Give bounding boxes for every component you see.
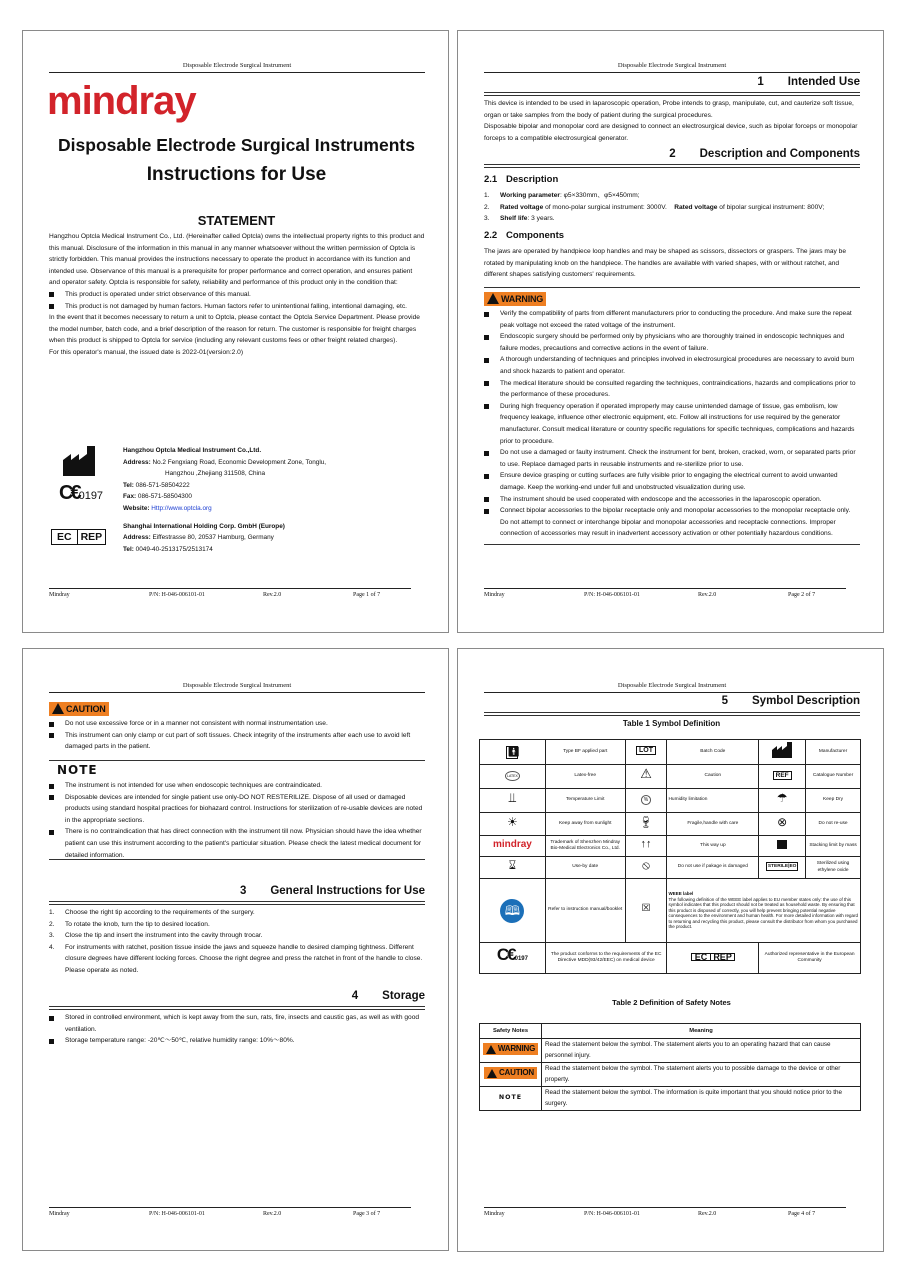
section-title: General Instructions for Use [270, 885, 425, 897]
storage-list [49, 1012, 425, 1047]
mindray-text: mindray [492, 838, 532, 850]
page-number: Page 1 of 7 [353, 592, 381, 598]
symbol-label: Temperature Limit [545, 789, 625, 813]
section-number: 3 [239, 885, 247, 897]
symbol-label: The product conforms to the requirements of the EC Directive MDD(93/42/EEC) on medical device [545, 943, 667, 974]
column-header: Meaning [542, 1024, 861, 1039]
keep-dry-icon: ☂ [759, 789, 806, 813]
eo-text: EO [789, 864, 797, 870]
table-row [480, 836, 861, 857]
section-5-heading [484, 695, 860, 707]
section-number: 2 [669, 148, 676, 160]
subsection-title: Components [506, 230, 565, 241]
description-list [484, 190, 860, 225]
double-rule [484, 164, 860, 168]
latex-text: LATEX [505, 771, 520, 781]
symbol-label: Keep Dry [806, 789, 861, 813]
rep-address: Eiffestrasse 80, 20537 Hamburg, Germany [152, 534, 274, 542]
footer-rule [49, 1207, 411, 1208]
meaning: Read the statement below the symbol. The statement alerts you to possible damage to the device or other property. [542, 1063, 861, 1087]
rep-name: Shanghai International Holding Corp. GmbH (Europe) [123, 522, 285, 530]
page-number: Page 4 of 7 [788, 1211, 816, 1217]
meaning: Read the statement below the symbol. The statement alerts you to an operating hazard that can cause personnel injury. [542, 1039, 861, 1063]
ref-icon [759, 765, 806, 789]
humidity-icon: % [625, 789, 667, 813]
item-label: Rated voltage [674, 203, 718, 211]
issue-date: For this operator's manual, the issued date is 2022-01(version:2.0) [49, 348, 244, 356]
list-item: Ensure device grasping or cutting surfaces are fully visible prior to engaging the electrical current to avoid unwanted damage. Keep the working-end under full and unobstructed visualization during use. [484, 470, 860, 493]
caution-badge [484, 1067, 537, 1079]
subsection-2-2-heading [484, 230, 860, 241]
section-title: Storage [382, 990, 425, 1002]
symbol-label: Use-by date [545, 857, 625, 879]
subsection-2-1-heading [484, 174, 860, 185]
table-row [480, 789, 861, 813]
hourglass-icon: ⌛︎ [480, 857, 546, 879]
footer-rule [484, 588, 846, 589]
stacking-limit-icon [759, 836, 806, 857]
rule [49, 859, 425, 860]
label: Tel: [123, 545, 134, 553]
item-text: To rotate the knob, turn the tip to desired location. [65, 920, 210, 928]
footer-pn: P/N: H-046-006101-01 [584, 1211, 640, 1217]
item-label: Rated voltage [500, 203, 544, 211]
table-row [480, 1039, 861, 1063]
sunlight-icon: ☀ [480, 813, 546, 836]
footer-pn: P/N: H-046-006101-01 [149, 1211, 205, 1217]
symbol-label: Keep away from sunlight [545, 813, 625, 836]
address-line: Hangzhou ,Zhejiang 311508, China [165, 470, 266, 478]
symbol-label: Fragile,handle with care [667, 813, 759, 836]
footer-rule [49, 588, 411, 589]
footer-brand: Mindray [484, 1211, 505, 1217]
label: Website: [123, 504, 150, 512]
item-number: 3. [49, 932, 55, 940]
statement-heading: STATEMENT [197, 213, 276, 228]
section-3-heading [49, 885, 425, 897]
section-title: Description and Components [699, 148, 860, 160]
label: Address: [123, 458, 151, 466]
ce-mark-icon: C€0197 [59, 482, 104, 504]
symbol-label: Sterilized using ethylene oxide [806, 857, 861, 879]
footer-rev: Rev.2.0 [698, 1211, 717, 1217]
this-way-up-icon: ↑↑ [625, 836, 667, 857]
doc-subtitle: Instructions for Use [146, 164, 327, 185]
table-row [480, 765, 861, 789]
footer-rule [484, 1207, 846, 1208]
warning-triangle-icon [52, 703, 64, 714]
item-label: Shelf life [500, 215, 528, 223]
column-header: Safety Notes [480, 1024, 542, 1039]
page-2 [457, 30, 884, 633]
symbol-label: Refer to instruction manual/booklet [545, 879, 625, 943]
weee-icon: ☒ [625, 879, 667, 943]
address-line: No.2 Fengxiang Road, Economic Development Zone, Tonglu, [152, 458, 327, 466]
table-header-row [480, 1024, 861, 1039]
symbol-label: Batch Code [667, 740, 759, 765]
badge-label: CAUTION [66, 703, 106, 714]
section-number: 4 [351, 990, 359, 1002]
item-text: Choose the right tip according to the requirements of the surgery. [65, 909, 255, 916]
fax: 086-571-58504300 [137, 493, 192, 501]
manufacturer-icon [759, 740, 806, 765]
statement-para: Hangzhou Optcla Medical Instrument Co., Ltd. (Hereinafter called Optcla) owns the intellectual property rights to this product and this manual. Disclosure of the information in this manual in any manner whatsoever without the written permission of Optcla is strictly forbidden. This manual provides the instructions necessary to operate the product in accordance with its function and intended use. Observance of this manual is a prerequisite for proper performance and correct operation, and ensures patient and operator safety. Optcla is responsible for safety, reliability and performance of this product only in the condition that: [49, 233, 425, 287]
list-item: The instrument is not intended for use when endoscopic techniques are contraindicated. [49, 780, 425, 792]
double-rule [49, 901, 425, 905]
fragile-icon: 🍷︎ [625, 813, 667, 836]
warning-list [484, 308, 860, 540]
note-label: NOTE [57, 763, 98, 777]
symbol-label: Authorized representative in the European Community [759, 943, 861, 974]
lot-icon [625, 740, 667, 765]
table-row [480, 1087, 861, 1111]
list-item: This instrument can only clamp or cut part of soft tissues. Check integrity of the instruments after each use to avoid left damaged parts in the patient. [49, 730, 425, 753]
list-item: This product is operated under strict observance of this manual. [49, 289, 425, 301]
label: Fax: [123, 493, 137, 501]
list-item: The instrument should be used cooperated with endoscope and the accessories in the laparoscopic operation. [484, 494, 860, 506]
warning-triangle-icon [487, 293, 499, 304]
table-row [480, 740, 861, 765]
mindray-logo-icon [480, 836, 546, 857]
mindray-logo: mindray [47, 79, 196, 123]
footer-brand: Mindray [484, 592, 505, 598]
list-item: A thorough understanding of techniques and principles involved in electrosurgical procedures are necessary to avoid burn and shock hazards to patient and operator. [484, 354, 860, 377]
page-1 [22, 30, 449, 633]
symbol-label: Trademark of Shenzhen Mindray Bio-Medical Electronics Co., Ltd. [545, 836, 625, 857]
ec-rep-icon [667, 943, 759, 974]
section-2-heading [484, 148, 860, 160]
item-number: 1. [484, 192, 490, 199]
item-number: 3. [484, 215, 490, 223]
item-text: Close the tip and insert the instrument into the cavity through trocar. [65, 932, 263, 940]
item-text: : 3 years. [527, 215, 555, 223]
section-number: 1 [757, 76, 764, 88]
warning-badge [483, 1043, 538, 1055]
paragraph: This device is intended to be used in laparoscopic operation, Probe intends to grasp, manipulate, cut, and cauterize soft tissue, organ or take samples from the body of patient during the surgical procedures. [484, 100, 854, 119]
list-item: Do not use excessive force or in a manner not consistent with normal instrumentation use. [49, 718, 425, 730]
footer-pn: P/N: H-046-006101-01 [584, 592, 640, 598]
sterile-eo-icon: STERILE|EO [759, 857, 806, 879]
item-label: Working parameter [500, 192, 560, 199]
double-rule [484, 712, 860, 716]
item-number: 1. [49, 909, 55, 916]
rule [484, 287, 860, 288]
warning-badge [484, 291, 546, 309]
symbol-label: Do not use if pakage is damaged [667, 857, 759, 879]
page-number: Page 2 of 7 [788, 592, 816, 598]
rule [484, 544, 860, 545]
components-para: The jaws are operated by handpiece loop handles and may be shaped as scissors, dissectors or graspers. The jaws may be rotated by manipulating knob on the handpiece. The handles are available with varied shapes, with or without ratchet, and different shapes satisfying customers' requirements. [484, 248, 846, 279]
table-1-title: Table 1 Symbol Definition [622, 719, 721, 728]
header-rule [49, 72, 425, 73]
table-row [480, 813, 861, 836]
rep-text: REP [713, 951, 732, 962]
item-number: 2. [49, 920, 55, 928]
table-row [480, 1063, 861, 1087]
section-number: 5 [721, 695, 728, 707]
caution-icon: ⚠︎ [625, 765, 667, 789]
badge-label: WARNING [497, 1043, 536, 1053]
header-rule [484, 692, 860, 693]
running-header: Disposable Electrode Surgical Instrument [182, 682, 292, 689]
table-row [480, 879, 861, 943]
statement-body [49, 231, 425, 359]
instructions-list [49, 907, 425, 977]
list-item: Do not use a damaged or faulty instrument. Check the instrument for bent, broken, cracked, worn, or separated parts prior to use. Replace damaged parts in reusable instruments and re-sterilize prior to use. [484, 447, 860, 470]
lot-text: LOT [636, 746, 656, 755]
item-text: of bipolar surgical instrument: 800V; [717, 203, 825, 211]
manufacturer-info [123, 445, 326, 555]
symbol-label: Caution [667, 765, 759, 789]
item-number: 4. [49, 943, 55, 951]
note-list [49, 780, 425, 861]
footer-brand: Mindray [49, 1211, 70, 1217]
tel: 086-571-58504222 [135, 481, 190, 489]
intended-use-body [484, 98, 860, 144]
section-4-heading [49, 990, 425, 1002]
weee-title: WEEE label [668, 890, 694, 896]
label: Address: [123, 534, 151, 542]
latex-free-icon [480, 765, 546, 789]
subsection-title: Description [506, 174, 559, 185]
list-item: Disposable devices are intended for single patient use only-DO NOT RESTERILIZE. Dispose of all used or damaged products using standard hospital practices for biohazard control. Instructions for sterilization of re-usable devices are noted in the appropriate sections. [49, 792, 425, 827]
list-item: Verify the compatibility of parts from different manufacturers prior to conducting the procedure. And make sure the repeat peak voltage not exceed the rated voltage of the instrument. [484, 308, 860, 331]
double-rule [49, 1006, 425, 1010]
footer-rev: Rev.2.0 [263, 1211, 282, 1217]
doc-title: Disposable Electrode Surgical Instruments [58, 135, 415, 155]
symbol-label: Humidity limitation [667, 789, 759, 813]
page-4 [457, 648, 884, 1252]
item-text: : φ5×330mm、φ5×450mm; [559, 192, 640, 199]
ce-number: 0197 [78, 490, 104, 502]
return-para: In the event that it becomes necessary to return a unit to Optcla, please contact the Optcla Service Department. Please provide the model number, batch code, and a brief description of the reason for return. The customer is responsible for freight charges when this product is shipped to Optcla for service (including any relevant customs fees or other freight related charges). [49, 314, 420, 345]
table-2-title: Table 2 Definition of Safety Notes [612, 998, 731, 1007]
symbol-label: Do not re-use [806, 813, 861, 836]
section-title: Intended Use [787, 76, 860, 88]
badge-label: WARNING [501, 293, 544, 304]
list-item: There is no contraindication that has direct connection with the instrument till now. Physician should have the idea whether patient can use this instrument according to the patient's particular situation. Please check the latest medical document for detailed information. [49, 826, 425, 861]
running-header: Disposable Electrode Surgical Instrument [182, 62, 292, 69]
ec-text: EC [52, 530, 78, 544]
ec-rep-icon [51, 529, 106, 545]
footer-rev: Rev.2.0 [698, 592, 717, 598]
page-number: Page 3 of 7 [353, 1211, 381, 1217]
list-item: Connect bipolar accessories to the bipolar receptacle only and monopolar accessories to the monopolar receptacle only. Do not attempt to connect or interchange bipolar and monopolar accessories and receptacle connections. Improper connection of accessories may result in inadvertent accessory activation or other potentially hazardous conditions. [484, 505, 860, 540]
list-item: Storage temperature range: -20℃～50℃, relative humidity range: 10%～80%. [49, 1035, 425, 1047]
ref-text: REF [773, 771, 792, 780]
item-text: For instruments with ratchet, position tissue inside the jaws and squeeze handle to desired clamping tightness. Different closure degrees have different locking forces. Choose the right degree and press the ratchet in front of the handle to close. Please operate as noted. [65, 943, 423, 974]
list-item: Stored in controlled environment, which is kept away from the sun, rats, fire, insects and caustic gas, as well as with good ventilation. [49, 1012, 425, 1035]
table-row [480, 943, 861, 974]
weee-description [667, 879, 861, 943]
list-item: The medical literature should be consulted regarding the techniques, contraindications, hazards and complications prior to the performance of these procedures. [484, 378, 860, 401]
rule [49, 760, 425, 761]
running-header: Disposable Electrode Surgical Instrument [617, 62, 727, 69]
symbol-label: This way up [667, 836, 759, 857]
item-text: of mono-polar surgical instrument: 3000V. [543, 203, 667, 211]
ce-mark-icon: C€0197 [480, 943, 546, 974]
header-rule [49, 692, 425, 693]
caution-list [49, 718, 425, 753]
item-number: 2. [484, 203, 490, 211]
symbol-table [479, 739, 861, 974]
website-link[interactable]: Http://www.optcla.org [151, 504, 212, 512]
footer-rev: Rev.2.0 [263, 592, 282, 598]
subsection-number: 2.2 [484, 230, 498, 241]
damaged-package-icon: ⦸ [625, 857, 667, 879]
symbol-label: Stacking limit by mass [806, 836, 861, 857]
rep-tel: 0049-40-2513175/2513174 [135, 545, 213, 553]
symbol-label: Type BF applied part [545, 740, 625, 765]
symbol-label: Latex-free [545, 765, 625, 789]
double-rule [484, 92, 860, 96]
sterile-text: STERILE [767, 864, 789, 870]
type-bf-icon: 🚹︎ [480, 740, 546, 765]
list-item: During high frequency operation if operated improperly may cause unintended damage of tissue, gas embolism, low frequency leakage, influence other electronic equipment, etc. Follow all instructions for use required by the generator manufacturer. Consult medical literature or country specific regulations for specific techniques, complications and hazards prior to procedure. [484, 401, 860, 447]
header-rule [484, 72, 860, 73]
manufacturer-icon [63, 446, 99, 476]
ec-text: EC [692, 954, 712, 961]
running-header: Disposable Electrode Surgical Instrument [617, 682, 727, 689]
ce-number: 0197 [514, 956, 528, 963]
list-item: This product is not damaged by human factors. Human factors refer to unintentional falling, intentional damaging, etc. [49, 301, 425, 313]
symbol-label: Catalogue Number [806, 765, 861, 789]
footer-pn: P/N: H-046-006101-01 [149, 592, 205, 598]
caution-badge [49, 701, 109, 719]
badge-label: CAUTION [498, 1067, 535, 1077]
section-title: Symbol Description [752, 695, 860, 707]
safety-notes-table [479, 1023, 861, 1111]
warning-triangle-icon [486, 1045, 496, 1054]
manufacturer-name: Hangzhou Optcla Medical Instrument Co.,Ltd. [123, 447, 262, 454]
table-row [480, 857, 861, 879]
note-label: NOTE [480, 1087, 542, 1111]
list-item: Endoscopic surgery should be performed only by physicians who are thoroughly trained in endoscopic techniques and failure modes, precautions and corrective actions in the event of failure. [484, 331, 860, 354]
refer-manual-icon: 🕮︎ [480, 879, 546, 943]
temperature-limit-icon: ⫫ [480, 789, 546, 813]
footer-brand: Mindray [49, 592, 70, 598]
symbol-label: Manufacturer [806, 740, 861, 765]
paragraph: Disposable bipolar and monopolar cord are designed to connect an electrosurgical device, such as bipolar forceps or monopolar forceps to a compatible electrosurgical generator. [484, 123, 858, 142]
do-not-reuse-icon: ⊗ [759, 813, 806, 836]
warning-triangle-icon [487, 1069, 497, 1078]
subsection-number: 2.1 [484, 174, 498, 185]
weee-text: The following definition of the WEEE label applies to EU member states only: the use of this symbol indicates that this product should not be treated as household waste. By ensuring that this product is disposed of correctly, you will help prevent bringing potential negative consequences to the environment and human health. For more detailed information with regard to returning and recycling this product, please consult the distributor from whom you purchased the product. [668, 896, 859, 930]
page-3 [22, 648, 449, 1251]
rep-text: REP [80, 531, 103, 543]
section-1-heading [484, 76, 860, 88]
meaning: Read the statement below the symbol. The information is quite important that you should notice prior to the surgery. [542, 1087, 861, 1111]
label: Tel: [123, 481, 134, 489]
